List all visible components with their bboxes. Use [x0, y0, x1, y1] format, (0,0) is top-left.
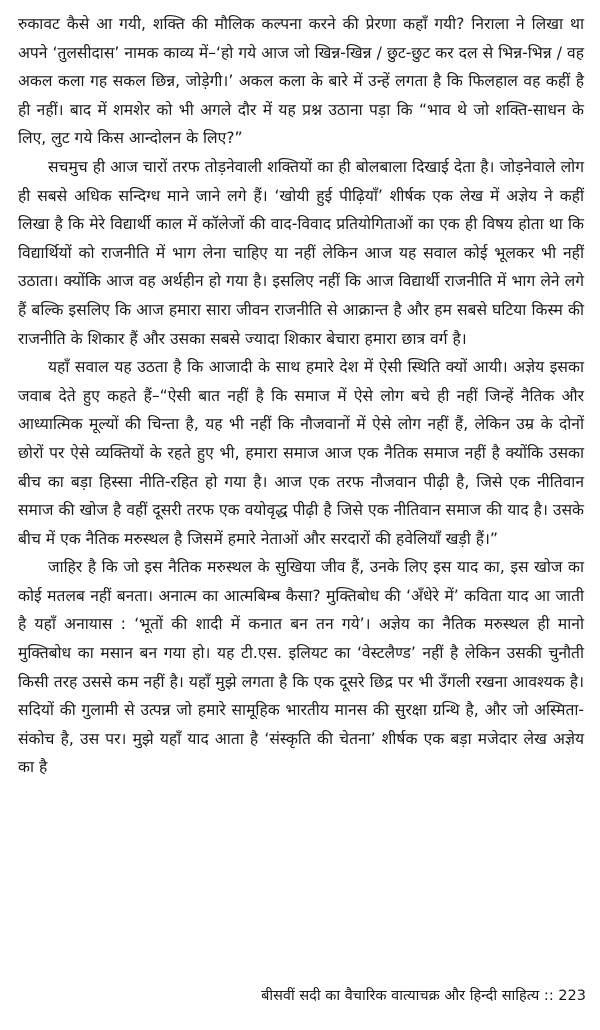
paragraph-3: यहाँ सवाल यह उठता है कि आजादी के साथ हमारे देश में ऐसी स्थिति क्यों आयी। अज्ञेय इसका जवाब देते हुए कहते हैं–“ऐसी बात नहीं है कि समाज में ऐसे लोग बचे ही नहीं जिन्हें नैतिक और आध्यात्मिक मूल्यों की चिन्ता है, यह भी नहीं कि नौजवानों में ऐसे लोग नहीं हैं, लेकिन उम्र के दोनों छोरों पर ऐसे व्यक्तियों के रहते हुए भी, हमारा समाज आज एक नैतिक समाज नहीं है क्योंकि उसका बीच का बड़ा हिस्सा नीति-रहित हो गया है। आज एक तरफ नौजवान पीढ़ी है, जिसे एक नीतिवान समाज की खोज है वहीं दूसरी तरफ एक वयोवृद्ध पीढ़ी है जिसे एक नीतिवान समाज की याद है। उसके बीच में एक नैतिक मरुस्थल है जिसमें हमारे नेताओं और सरदारों की हवेलियाँ खड़ी हैं।” — [18, 358, 584, 548]
paragraph-4: जाहिर है कि जो इस नैतिक मरुस्थल के सुखिया जीव हैं, उनके लिए इस याद का, इस खोज का कोई मतलब नहीं बनता। अनात्म का आत्मबिम्ब कैसा? मुक्तिबोध की ‘अँधेरे में’ कविता याद आ जाती है यहाँ अनायास : ‘भूतों की शादी में कनात बन तन गये’। अज्ञेय का नैतिक मरुस्थल ही मानो मुक्तिबोध का मसान बन गया हो। यह टी.एस. इलियट का ‘वेस्टलैण्ड’ नहीं है लेकिन उसकी चुनौती किसी तरह उससे कम नहीं है। यहाँ मुझे लगता है कि एक दूसरे छिद्र पर भी उँगली रखना आवश्यक है। सदियों की गुलामी से उत्पन्न जो हमारे सामूहिक भारतीय मानस की सुरक्षा ग्रन्थि है, और जो अस्मिता-संकोच है, उस पर। मुझे यहाँ याद आता है ‘संस्कृति की चेतना’ शीर्षक एक बड़ा मजेदार लेख अज्ञेय का है — [18, 558, 584, 777]
running-footer: बीसवीं सदी का वैचारिक वात्याचक्र और हिन्दी साहित्य :: 223 — [261, 988, 586, 1004]
page-body — [18, 10, 584, 782]
paragraph-2: सचमुच ही आज चारों तरफ तोड़नेवाली शक्तियों का ही बोलबाला दिखाई देता है। जोड़नेवाले लोग ही सबसे अधिक सन्दिग्ध माने जाने लगे हैं। ‘खोयी हुई पीढ़ियाँ’ शीर्षक एक लेख में अज्ञेय ने कहीं लिखा है कि मेरे विद्यार्थी काल में कॉलेजों की वाद-विवाद प्रतियोगिताओं का एक ही विषय होता था कि विद्यार्थियों को राजनीति में भाग लेना चाहिए या नहीं लेकिन आज यह सवाल कोई भूलकर भी नहीं उठाता। क्योंकि आज वह अर्थहीन हो गया है। इसलिए नहीं कि आज विद्यार्थी राजनीति में भाग लेने लगे हैं बल्कि इसलिए कि आज हमारा सारा जीवन राजनीति से आक्रान्त है और हम सबसे घटिया किस्म की राजनीति के शिकार हैं और उसका सबसे ज्यादा शिकार बेचारा हमारा छात्र वर्ग है। — [18, 157, 584, 348]
paragraph-1: रुकावट कैसे आ गयी, शक्ति की मौलिक कल्पना करने की प्रेरणा कहाँ गयी? निराला ने लिखा था अपने ‘तुलसीदास’ नामक काव्य में–‘हो गये आज जो खिन्न-खिन्न / छुट-छुट कर दल से भिन्न-भिन्न / वह अकल कला गह सकल छिन्न, जोड़ेगी।’ अकल कला के बारे में उन्हें लगता है कि फिलहाल वह कहीं है ही नहीं। बाद में शमशेर को भी अगले दौर में यह प्रश्न उठाना पड़ा कि “भाव थे जो शक्ति-साधन के लिए, लुट गये किस आन्दोलन के लिए?” — [18, 15, 584, 148]
